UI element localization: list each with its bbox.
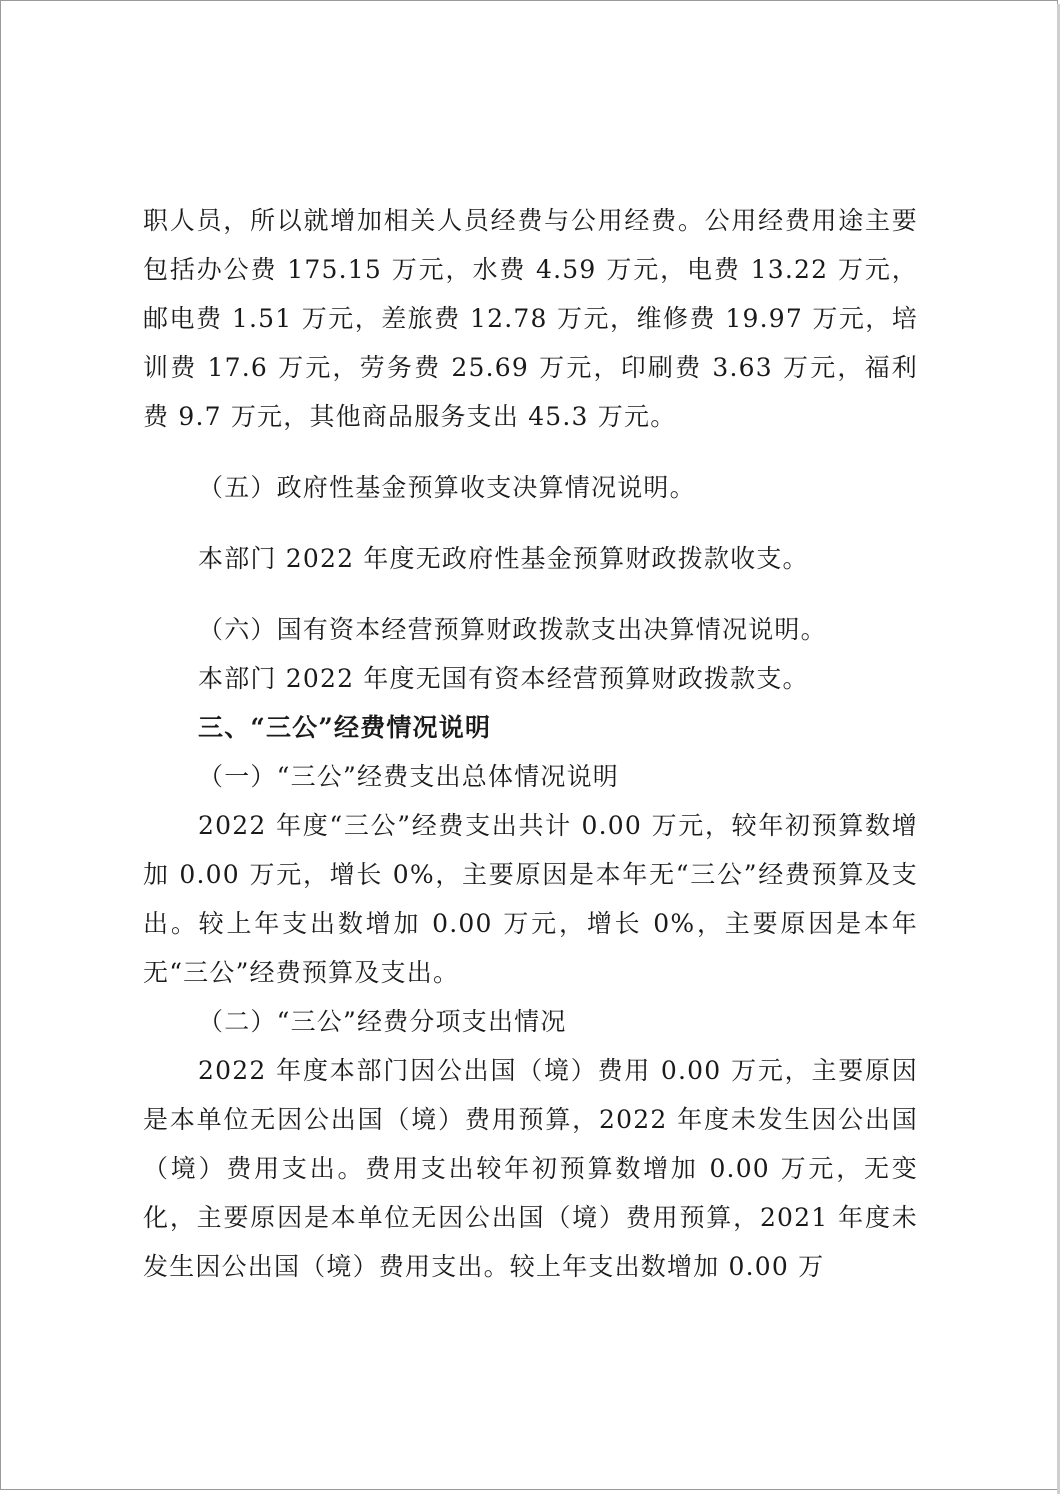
paragraph-state-capital-budget: 本部门 2022 年度无国有资本经营预算财政拨款支。 [198, 664, 809, 693]
paragraph-public-expense-detail: 职人员，所以就增加相关人员经费与公用经费。公用经费用途主要包括办公费 175.15 万元，水费 4.59 万元，电费 13.22 万元，邮电费 1.51 万元，差旅费 12.78 万元，维修费 19.97 万元，培训费 17.6 万元，劳务费 25.69 万元，印刷费 3.63 万元，福利费 9.7 万元，其他商品服务支出 45.3 万元。 [143, 206, 918, 431]
heading-gov-fund-budget: （五）政府性基金预算收支决算情况说明。 [198, 473, 696, 502]
document-body [143, 196, 918, 1291]
paragraph-three-public-overall: 2022 年度“三公”经费支出共计 0.00 万元，较年初预算数增加 0.00 万元，增长 0%，主要原因是本年无“三公”经费预算及支出。较上年支出数增加 0.00 万元，增长 0%，主要原因是本年无“三公”经费预算及支出。 [143, 811, 918, 987]
section-heading-three-public: 三、“三公”经费情况说明 [198, 713, 492, 742]
paragraph-abroad-expense: 2022 年度本部门因公出国（境）费用 0.00 万元，主要原因是本单位无因公出国（境）费用预算，2022 年度未发生因公出国（境）费用支出。费用支出较年初预算数增加 0.00 万元，无变化，主要原因是本单位无因公出国（境）费用预算，2021 年度未发生因公出国（境）费用支出。较上年支出数增加 0.00 万 [143, 1056, 918, 1281]
heading-state-capital-budget: （六）国有资本经营预算财政拨款支出决算情况说明。 [198, 615, 827, 644]
paragraph-gov-fund-budget: 本部门 2022 年度无政府性基金预算财政拨款收支。 [198, 544, 809, 573]
subheading-three-public-overall: （一）“三公”经费支出总体情况说明 [198, 762, 619, 791]
subheading-three-public-items: （二）“三公”经费分项支出情况 [198, 1007, 567, 1036]
